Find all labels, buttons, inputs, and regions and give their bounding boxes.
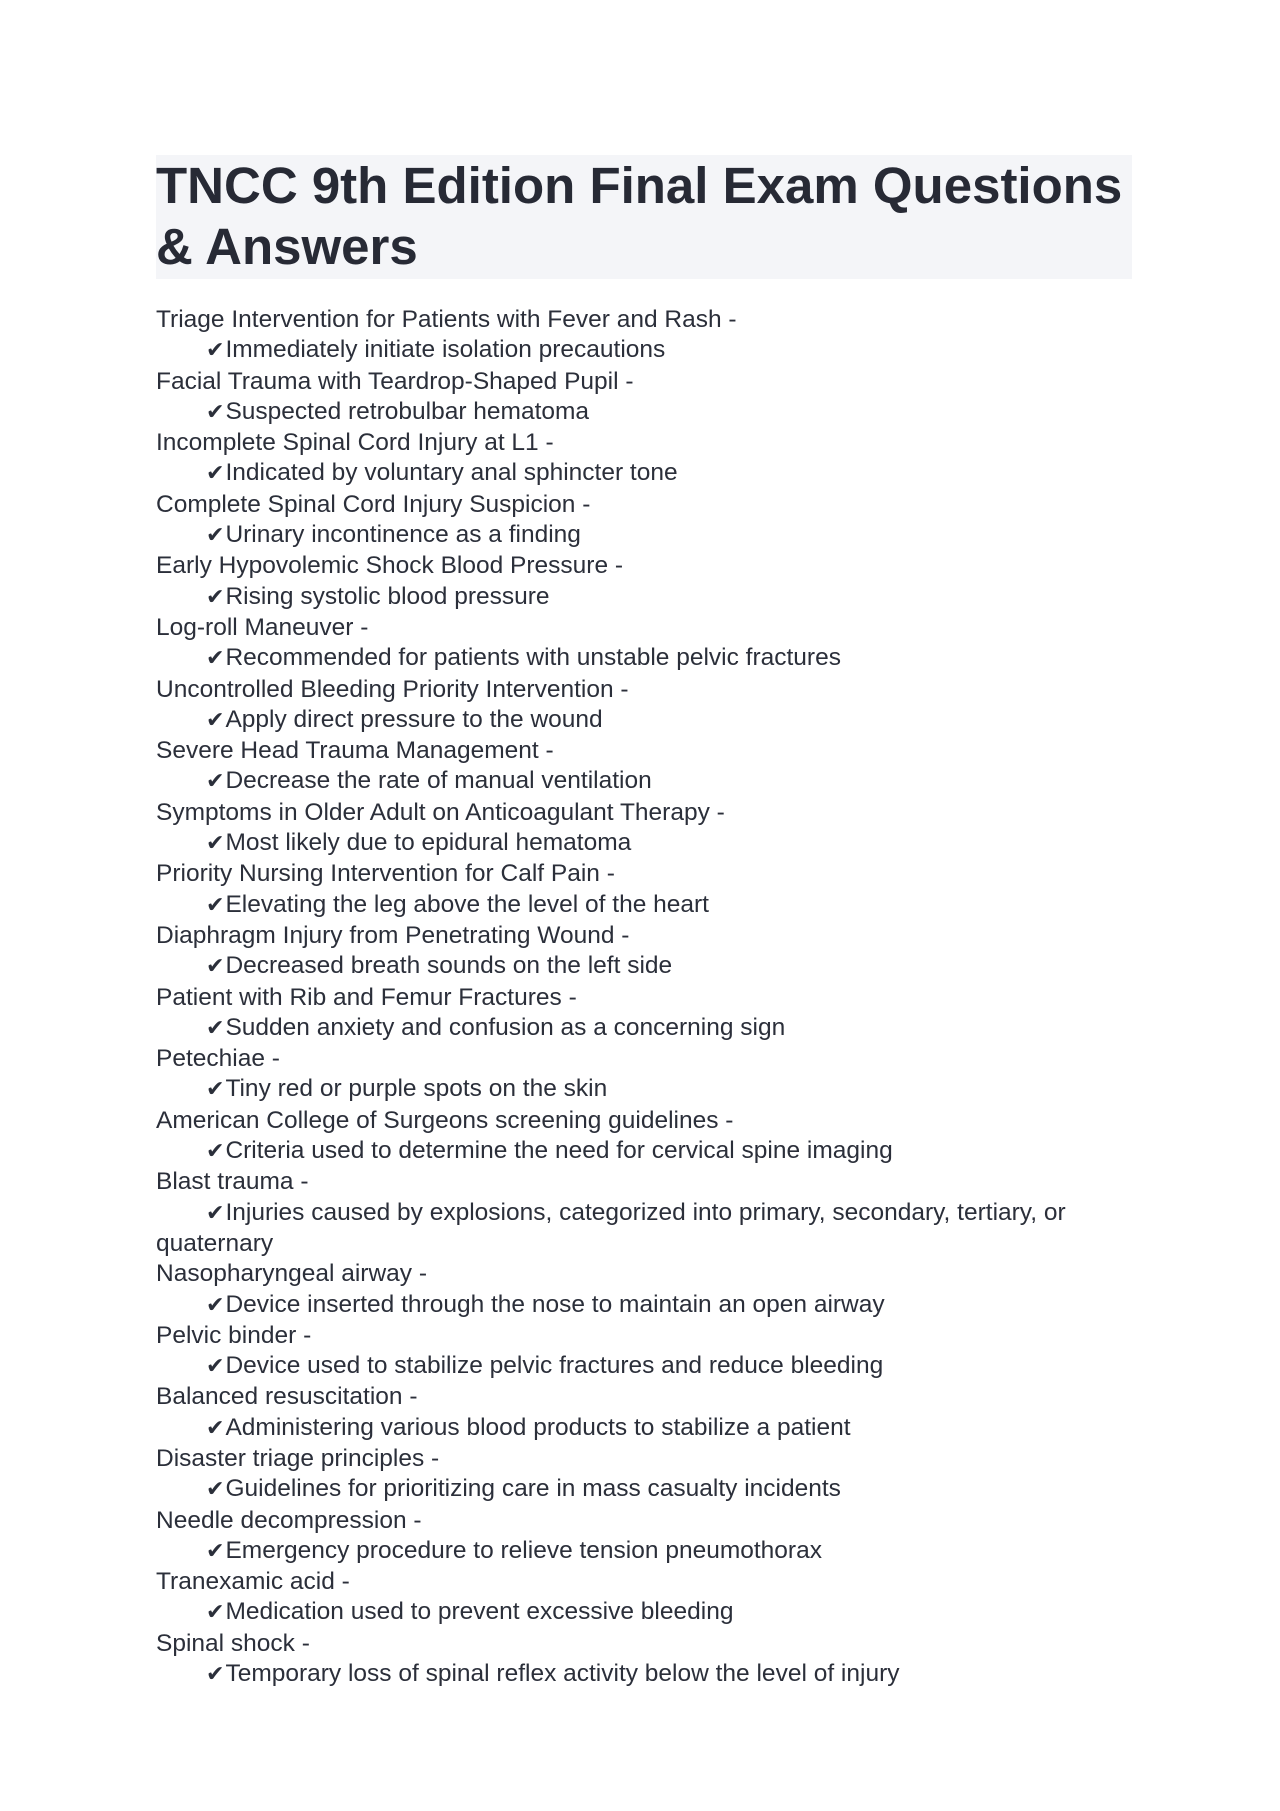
document-page [156,155,1132,1690]
qa-item [156,305,1132,367]
answer-text: Urinary incontinence as a finding [225,521,581,549]
answer-text: Device used to stabilize pelvic fractures and reduce bleeding [225,1352,884,1380]
answer-line [156,335,1132,366]
check-mark-icon: ✔ [206,1139,225,1165]
check-mark-icon: ✔ [206,399,225,425]
answer-line [156,458,1132,489]
answer-text: Suspected retrobulbar hematoma [225,397,590,425]
answer-text: Medication used to prevent excessive bleeding [225,1598,734,1626]
check-mark-icon: ✔ [206,461,225,487]
page-title: TNCC 9th Edition Final Exam Questions & Answers [156,157,1123,275]
check-mark-icon: ✔ [206,646,225,672]
question-text: Priority Nursing Intervention for Calf Pain - [156,860,615,888]
answer-line [156,643,1132,674]
qa-item [156,1106,1132,1168]
question-text: Tranexamic acid - [156,1568,350,1596]
qa-item [156,798,1132,860]
question-text: Uncontrolled Bleeding Priority Intervention - [156,675,629,703]
question-text: Complete Spinal Cord Injury Suspicion - [156,490,591,518]
answer-line [156,397,1132,428]
check-mark-icon: ✔ [206,707,225,733]
answer-line [156,766,1132,797]
check-mark-icon: ✔ [206,1354,225,1380]
question-text: Facial Trauma with Teardrop-Shaped Pupil - [156,367,634,395]
qa-item [156,1567,1132,1629]
qa-item [156,1044,1132,1106]
answer-text: Decrease the rate of manual ventilation [225,767,652,795]
check-mark-icon: ✔ [206,584,225,610]
question-text: Pelvic binder - [156,1321,312,1349]
question-text: Disaster triage principles - [156,1444,440,1472]
answer-line [156,951,1132,982]
answer-line [156,890,1132,921]
check-mark-icon: ✔ [206,1600,225,1626]
qa-item [156,1629,1132,1691]
check-mark-icon: ✔ [206,1292,225,1318]
answer-text: Most likely due to epidural hematoma [225,829,632,857]
qa-item [156,1321,1132,1383]
qa-item [156,1506,1132,1568]
qa-item [156,1167,1132,1259]
question-text: Patient with Rib and Femur Fractures - [156,983,577,1011]
question-text: Triage Intervention for Patients with Fever and Rash - [156,306,737,333]
question-text: Spinal shock - [156,1629,310,1657]
qa-item [156,428,1132,490]
qa-item [156,1444,1132,1506]
title-banner [156,155,1132,279]
answer-line [156,1136,1132,1167]
answer-line [156,705,1132,736]
answer-line [156,1413,1132,1444]
qa-item [156,367,1132,429]
check-mark-icon: ✔ [206,523,225,549]
check-mark-icon: ✔ [206,769,225,795]
answer-text: Decreased breath sounds on the left side [225,952,673,980]
qa-item [156,675,1132,737]
check-mark-icon: ✔ [206,1538,225,1564]
answer-line [156,1074,1132,1105]
qa-item [156,1259,1132,1321]
answer-text: Device inserted through the nose to maintain an open airway [225,1290,885,1318]
check-mark-icon: ✔ [206,1200,225,1226]
qa-item [156,613,1132,675]
question-text: Blast trauma - [156,1168,309,1196]
answer-text: Criteria used to determine the need for cervical spine imaging [225,1137,893,1165]
answer-text: Guidelines for prioritizing care in mass casualty incidents [225,1475,841,1503]
question-text: Log-roll Maneuver - [156,613,369,641]
check-mark-icon: ✔ [206,831,225,857]
answer-text: Temporary loss of spinal reflex activity below the level of injury [225,1660,900,1688]
check-mark-icon: ✔ [206,1415,225,1441]
answer-text: Apply direct pressure to the wound [225,705,603,733]
question-text: Petechiae - [156,1045,280,1073]
qa-item [156,1382,1132,1444]
answer-text: Emergency procedure to relieve tension pneumothorax [225,1536,822,1564]
answer-text: Indicated by voluntary anal sphincter tone [225,459,678,487]
question-text: Incomplete Spinal Cord Injury at L1 - [156,429,554,457]
qa-item [156,921,1132,983]
check-mark-icon: ✔ [206,1662,225,1688]
answer-line [156,1351,1132,1382]
answer-line [156,828,1132,859]
answer-line [156,1597,1132,1628]
answer-text: Sudden anxiety and confusion as a concerning sign [225,1013,786,1041]
answer-line [156,1536,1132,1567]
answer-text: Immediately initiate isolation precautions [225,336,666,364]
answer-line [156,520,1132,551]
question-text: Balanced resuscitation - [156,1383,418,1411]
answer-line [156,1013,1132,1044]
answer-line [156,582,1132,613]
answer-text: Recommended for patients with unstable pelvic fractures [225,644,841,672]
question-text: Diaphragm Injury from Penetrating Wound - [156,921,630,949]
answer-line [156,1474,1132,1505]
check-mark-icon: ✔ [206,338,225,364]
question-text: Severe Head Trauma Management - [156,737,554,765]
check-mark-icon: ✔ [206,1015,225,1041]
answer-text: Injuries caused by explosions, categorized into primary, secondary, tertiary, or quaternary [156,1198,1066,1257]
question-text: American College of Surgeons screening guidelines - [156,1106,734,1134]
check-mark-icon: ✔ [206,1077,225,1103]
qa-item [156,859,1132,921]
answer-text: Rising systolic blood pressure [225,582,550,610]
answer-text: Administering various blood products to stabilize a patient [225,1413,851,1441]
answer-line [156,1198,1132,1260]
answer-text: Elevating the leg above the level of the heart [225,890,709,918]
question-text: Early Hypovolemic Shock Blood Pressure - [156,552,624,580]
check-mark-icon: ✔ [206,892,225,918]
question-text: Needle decompression - [156,1506,422,1534]
qa-item [156,490,1132,552]
check-mark-icon: ✔ [206,1477,225,1503]
qa-list [156,305,1132,1690]
qa-item [156,736,1132,798]
answer-text: Tiny red or purple spots on the skin [225,1075,608,1103]
qa-item [156,551,1132,613]
check-mark-icon: ✔ [206,954,225,980]
qa-item [156,983,1132,1045]
question-text: Symptoms in Older Adult on Anticoagulant Therapy - [156,798,725,826]
question-text: Nasopharyngeal airway - [156,1260,427,1288]
answer-line [156,1659,1132,1690]
answer-line [156,1290,1132,1321]
